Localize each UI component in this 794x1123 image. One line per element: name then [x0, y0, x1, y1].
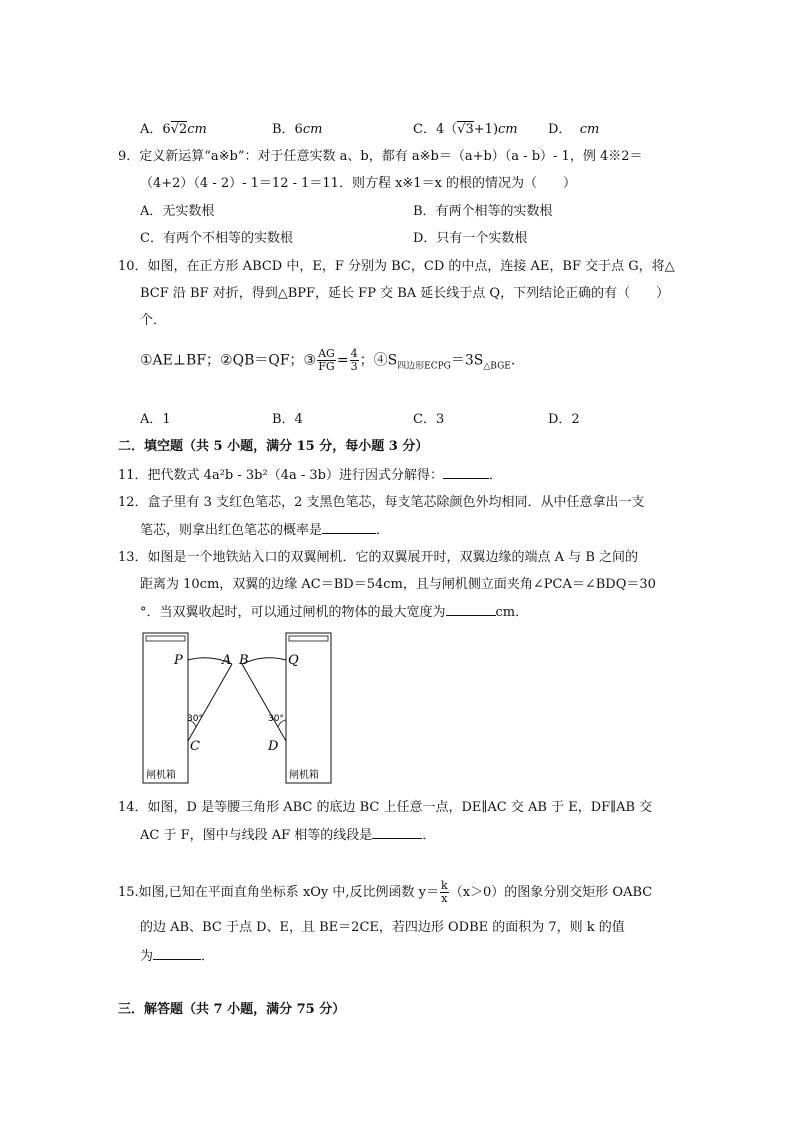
section-3-heading: 三．解答题（共 7 小题，满分 75 分） — [118, 1002, 346, 1017]
q10-option-d: D．2 — [548, 412, 580, 427]
q10-conclusions: ①AE⊥BF；②QB＝QF；③ $\frac{AG}{FG}$ = $\frac{4}{3}$ ；$④S_{四边形ECPG}=3S_{\triangle BGE}$. — [140, 347, 516, 373]
q9-option-b: B．有两个相等的实数根 — [413, 204, 553, 219]
q9-line1: 9．定义新运算“a※b”：对于任意实数 a、b，都有 a※b＝（a+b）（a - b）- 1，例 4※2＝ — [118, 149, 643, 164]
q15-answer-blank[interactable] — [153, 947, 201, 960]
q10-option-a: A．1 — [140, 412, 171, 427]
q9-option-c: C．有两个不相等的实数根 — [140, 231, 293, 246]
label-b: B — [239, 653, 249, 668]
arc-qb — [242, 658, 286, 664]
q15-line1: 15.如图,已知在平面直角坐标系 xOy 中,反比例函数 y＝ $\frac{k}{x}$ （x＞0）的图象分别交矩形 OABC — [118, 879, 653, 905]
q10-fraction-4-3: $\frac{4}{3}$ — [350, 347, 358, 373]
q13-line3: °．当双翼收起时，可以通过闸机的物体的最大宽度为 cm． — [140, 605, 529, 620]
label-left-box: 闸机箱 — [146, 770, 176, 781]
q11: 11．把代数式 4a²b - 3b²（4a - 3b）进行因式分解得： ． — [118, 468, 502, 483]
q8-option-d: D． cm — [548, 122, 600, 137]
q14-answer-blank[interactable] — [372, 826, 422, 839]
label-q: Q — [288, 653, 299, 668]
right-gate-slot — [289, 636, 328, 641]
q9-line2: （4+2）（4 - 2）- 1＝12 - 1＝11．则方程 x※1＝x 的根的情况为（ ） — [140, 176, 577, 191]
right-wing-bd — [242, 664, 286, 741]
q10-option-b: B．4 — [272, 412, 303, 427]
q10-option-c: C．3 — [413, 412, 445, 427]
turnstile-figure — [140, 630, 335, 786]
q8-option-c: C．4（√3+1)cm — [413, 122, 518, 137]
left-wing-ac — [188, 664, 232, 741]
q10-fraction-ag-fg: $\frac{AG}{FG}$ — [318, 347, 335, 373]
label-c: C — [190, 739, 200, 754]
label-angle-left: 30° — [187, 714, 203, 724]
section-2-heading: 二．填空题（共 5 小题，满分 15 分，每小题 3 分） — [118, 439, 429, 454]
q11-answer-blank[interactable] — [443, 466, 489, 479]
q9-option-a: A．无实数根 — [140, 204, 215, 219]
label-angle-right: 30° — [268, 714, 284, 724]
label-d: D — [268, 739, 279, 754]
label-a: A — [222, 653, 232, 668]
q15-line3: 为 ． — [140, 949, 215, 964]
q12-line1: 12．盒子里有 3 支红色笔芯，2 支黑色笔芯，每支笔芯除颜色外均相同．从中任意拿出一支 — [118, 495, 645, 510]
q10-line3: 个． — [140, 313, 167, 328]
q13-line2: 距离为 10cm，双翼的边缘 AC＝BD＝54cm，且与闸机侧立面夹角∠PCA＝∠BDQ＝30 — [140, 577, 656, 592]
q8-option-a: A．6√2cm — [140, 122, 207, 137]
q9-option-d: D．只有一个实数根 — [413, 231, 528, 246]
q8-option-b: B．6cm — [272, 122, 323, 137]
q15-fraction-k-x: $\frac{k}{x}$ — [441, 879, 448, 905]
q10-line1: 10．如图，在正方形 ABCD 中，E，F 分别为 BC，CD 的中点，连接 AE，BF 交于点 G，将△ — [118, 259, 675, 274]
q12-line2: 笔芯，则拿出红色笔芯的概率是 ． — [140, 523, 390, 538]
label-p: P — [174, 653, 183, 668]
q14-line1: 14．如图，D 是等腰三角形 ABC 的底边 BC 上任意一点，DE∥AC 交 AB 于 E，DF∥AB 交 — [118, 800, 653, 815]
q15-line2: 的边 AB、BC 于点 D、E，且 BE＝2CE，若四边形 ODBE 的面积为 7，则 k 的值 — [140, 920, 625, 935]
q12-answer-blank[interactable] — [322, 521, 376, 534]
left-gate-slot — [146, 636, 185, 641]
q10-line2: BCF 沿 BF 对折，得到△BPF，延长 FP 交 BA 延长线于点 Q，下列结论正确的有（ ） — [140, 286, 670, 301]
q14-line2: AC 于 F，图中与线段 AF 相等的线段是 ． — [140, 828, 436, 843]
q13-line1: 13．如图是一个地铁站入口的双翼闸机．它的双翼展开时，双翼边缘的端点 A 与 B 之间的 — [118, 550, 639, 565]
label-right-box: 闸机箱 — [289, 770, 319, 781]
q13-answer-blank[interactable] — [446, 603, 496, 616]
